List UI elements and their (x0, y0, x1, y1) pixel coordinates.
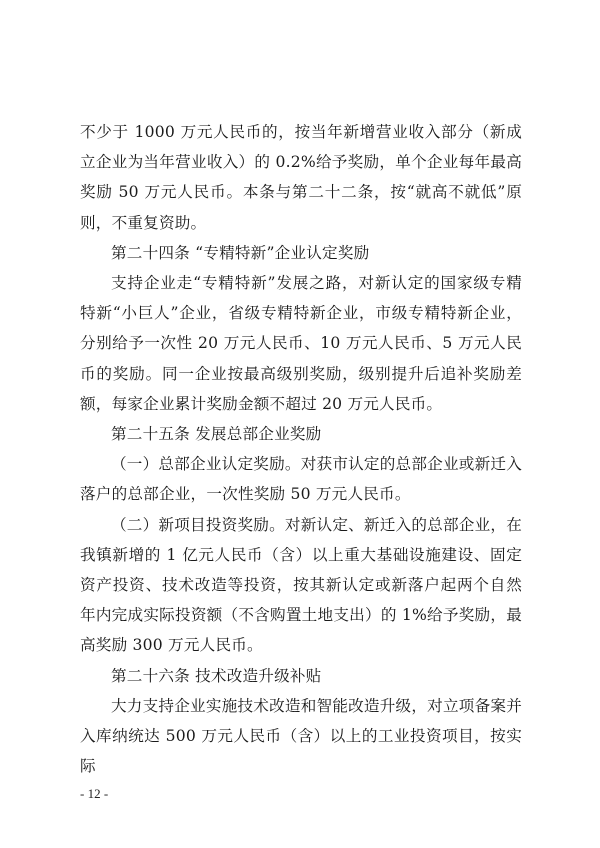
paragraph-continuation: 不少于 1000 万元人民币的，按当年新增营业收入部分（新成立企业为当年营业收入）的 0.2%给予奖励，单个企业每年最高奖励 50 万元人民币。本条与第二十二条，按“就高不就低”原则，不重复资助。 (80, 123, 522, 232)
heading-article-24: 第二十四条 “专精特新”企业认定奖励 (111, 243, 370, 262)
paragraph-article-24: 支持企业走“专精特新”发展之路，对新认定的国家级专精特新“小巨人”企业，省级专精特新企业，市级专精特新企业，分别给予一次性 20 万元人民币、10 万元人民币、5 万元人民币的奖励。同一企业按最高级别奖励，级别提升后追补奖励差额，每家企业累计奖励金额不超过 20 万元人民币。 (80, 274, 522, 413)
document-body (80, 117, 522, 781)
page-number: - 12 - (80, 786, 109, 801)
heading-article-25: 第二十五条 发展总部企业奖励 (111, 425, 322, 444)
paragraph-article-25-item-1: （一）总部企业认定奖励。对获市认定的总部企业或新迁入落户的总部企业，一次性奖励 50 万元人民币。 (80, 455, 522, 504)
heading-article-26: 第二十六条 技术改造升级补贴 (111, 666, 322, 685)
paragraph-article-25-item-2: （二）新项目投资奖励。对新认定、新迁入的总部企业，在我镇新增的 1 亿元人民币（含）以上重大基础设施建设、固定资产投资、技术改造等投资，按其新认定或新落户起两个自然年内完成实际投资额（不含购置土地支出）的 1%给予奖励，最高奖励 300 万元人民币。 (80, 515, 522, 655)
paragraph-article-26: 大力支持企业实施技术改造和智能改造升级，对立项备案并入库纳统达 500 万元人民币（含）以上的工业投资项目，按实际 (80, 696, 522, 776)
